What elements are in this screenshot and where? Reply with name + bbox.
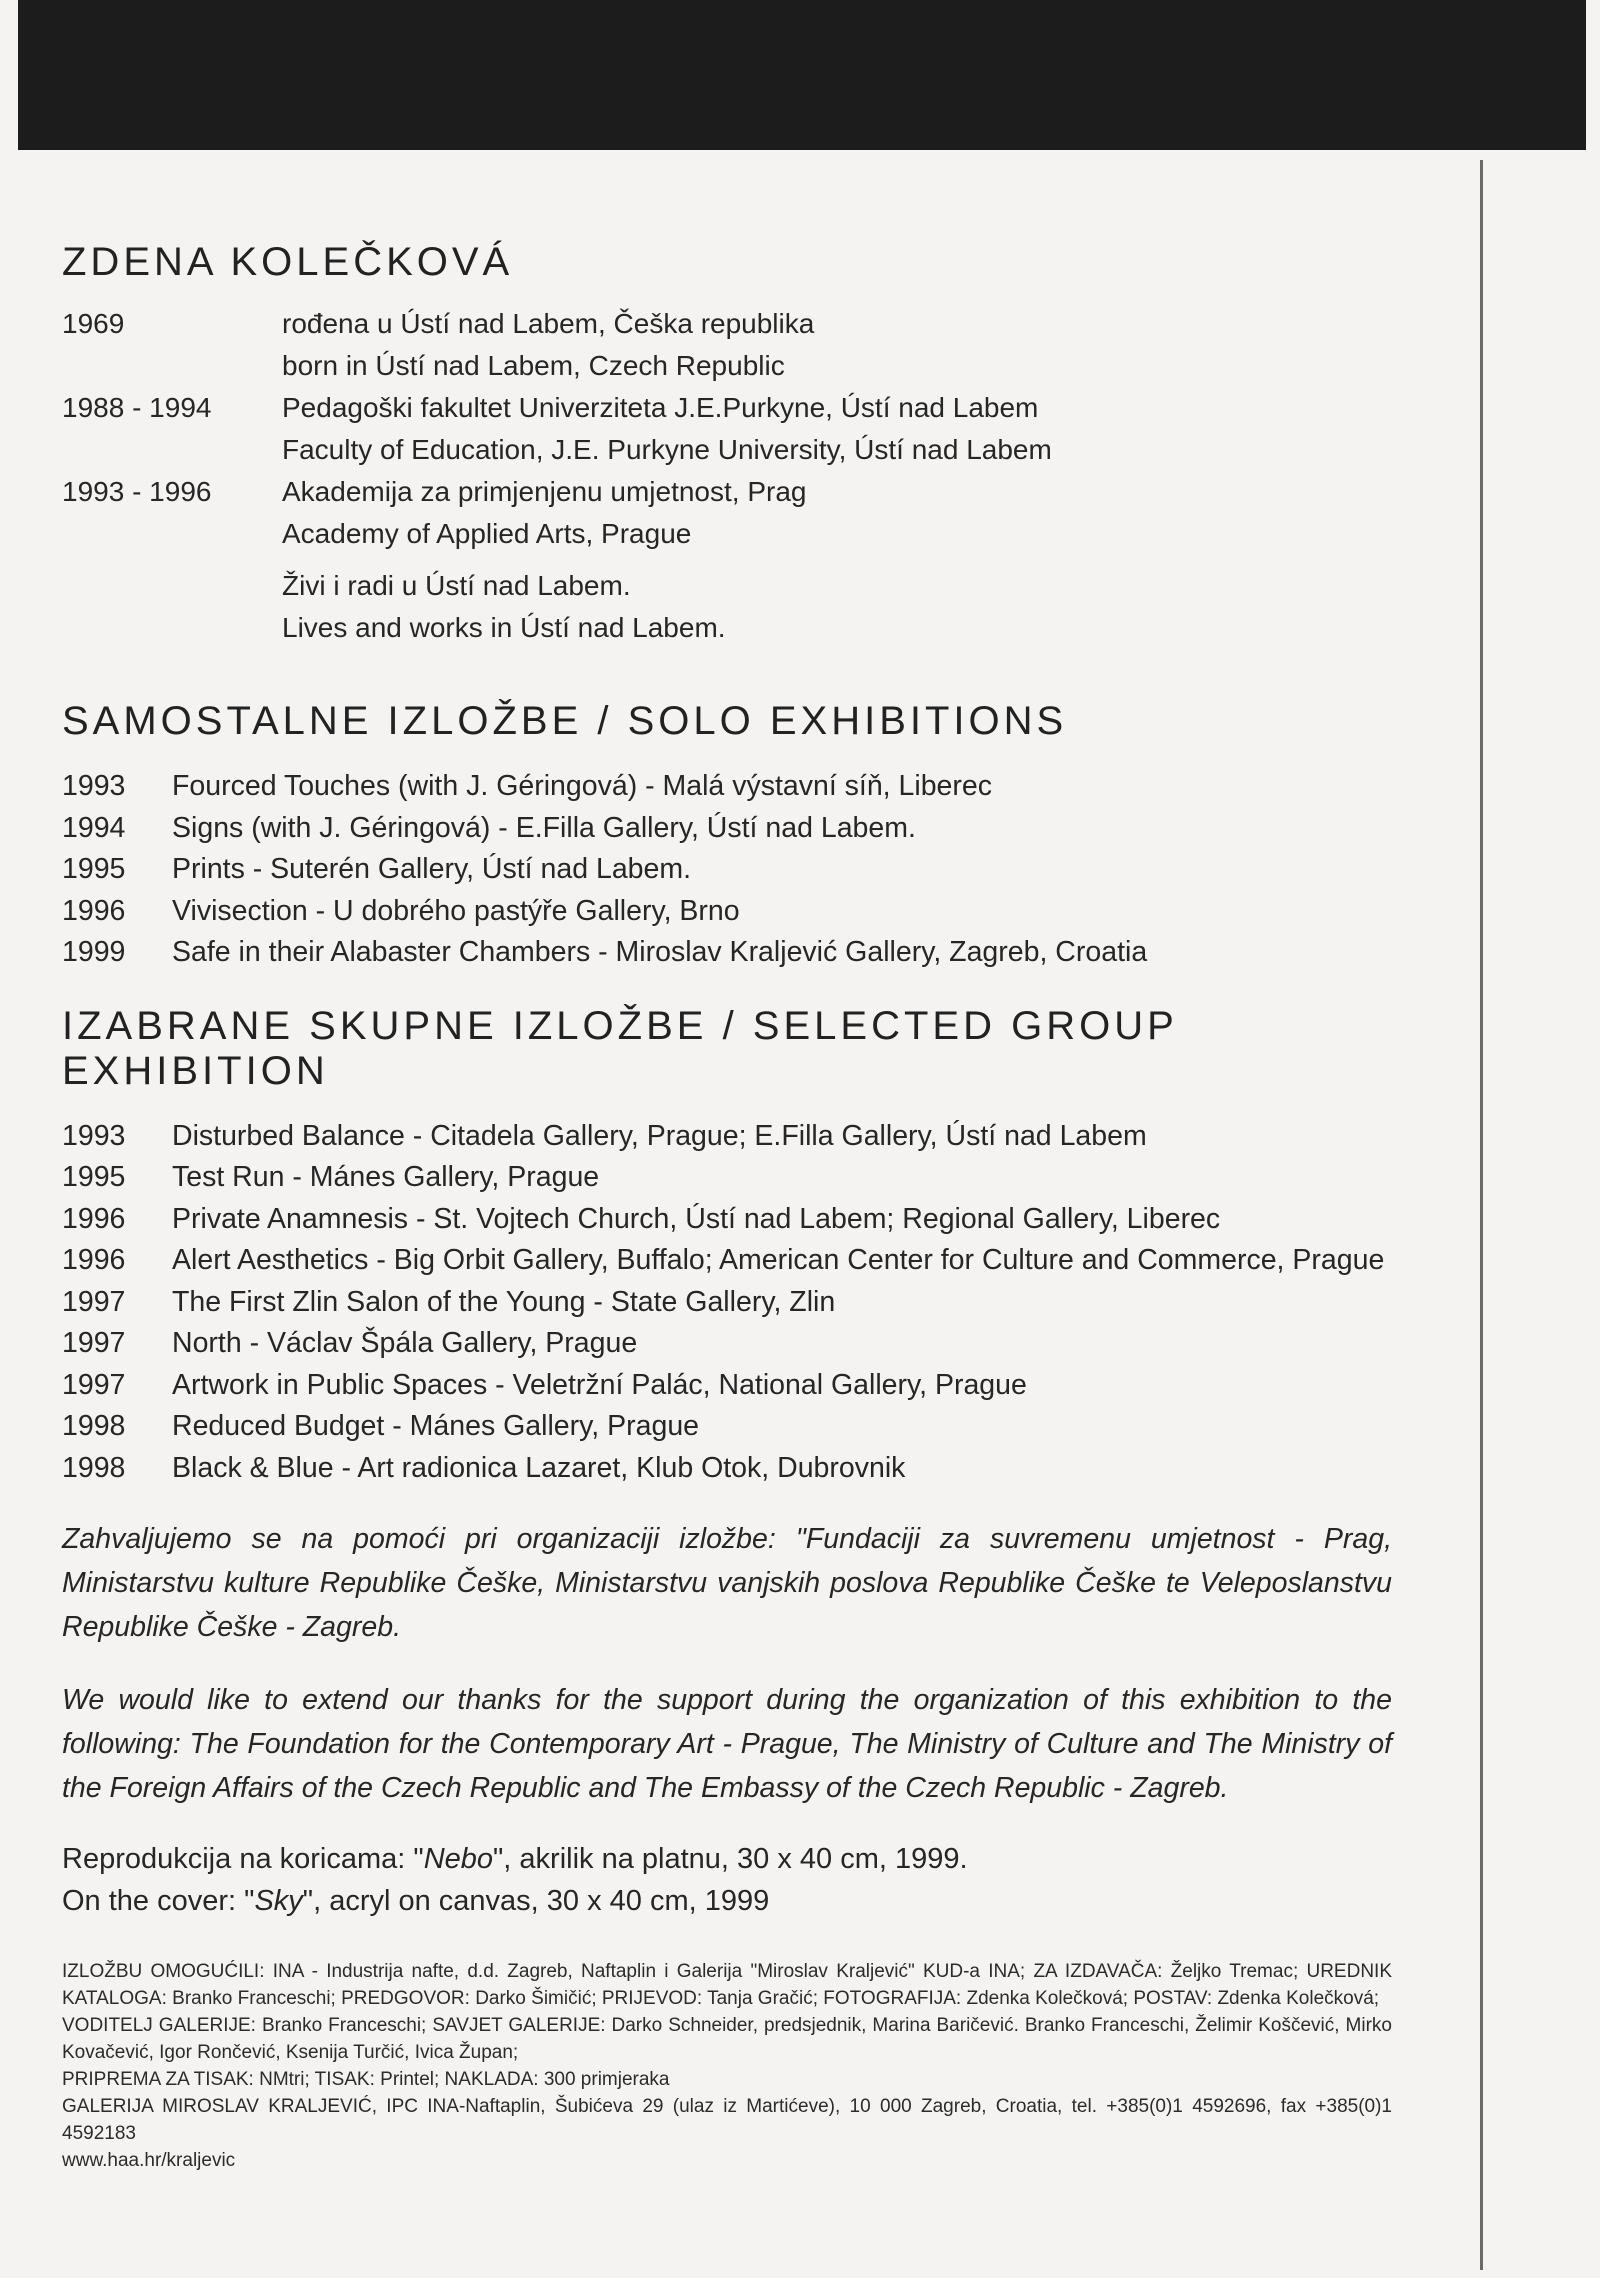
exhibition-text: Disturbed Balance - Citadela Gallery, Prague; E.Filla Gallery, Ústí nad Labem xyxy=(172,1119,1147,1152)
scan-header-bar xyxy=(18,0,1586,150)
exhibition-row xyxy=(62,1282,1392,1324)
exhibition-year: 1998 xyxy=(62,1410,126,1442)
exhibition-text: Prints - Suterén Gallery, Ústí nad Labem. xyxy=(172,853,692,885)
exhibition-year: 1998 xyxy=(62,1451,126,1484)
exhibition-text: Test Run - Mánes Gallery, Prague xyxy=(172,1161,600,1193)
bio-text xyxy=(282,303,814,387)
bio-year: 1988 - 1994 xyxy=(62,392,212,423)
exhibition-text: Black & Blue - Art radionica Lazaret, Klub Otok, Dubrovnik xyxy=(172,1451,906,1484)
acknowledgement-english: We would like to extend our thanks for the support during the organization of this exhibition to the following: The Foundation for the Contemporary Art - Prague, The Ministry of Culture and The Ministry of the Foreign Affairs of the Czech Republic and The Embassy of the Czech Republic - Zagreb. xyxy=(62,1683,1392,1804)
acknowledgement-croatian: Zahvaljujemo se na pomoći pri organizaciji izložbe: "Fundaciji za suvremenu umjetnost - Prag, Ministarstvu kulture Republike Češke, Ministarstvu vanjskih poslova Republike Češke te Veleposlanstvu Republike Češke - Zagreb. xyxy=(62,1523,1392,1643)
exhibition-row xyxy=(62,932,1392,974)
exhibition-text: Private Anamnesis - St. Vojtech Church, Ústí nad Labem; Regional Gallery, Liberec xyxy=(172,1202,1221,1235)
cover-credit xyxy=(62,1838,1392,1922)
lives-line: Lives and works in Ústí nad Labem. xyxy=(282,612,726,643)
group-exhibitions-title: IZABRANE SKUPNE IZLOŽBE / SELECTED GROUP EXHIBITION xyxy=(62,1003,1178,1093)
exhibition-row xyxy=(62,1323,1392,1365)
colophon-line: VODITELJ GALERIJE: Branko Franceschi; SAVJET GALERIJE: Darko Schneider, predsjednik, Marina Baričević. Branko Franceschi, Želimir Koščević, Mirko Kovačević, Igor Rončević, Ksenija Turčić, Ivica Župan; xyxy=(62,2015,1392,2063)
exhibition-year: 1996 xyxy=(62,1244,126,1276)
artist-name: ZDENA KOLEČKOVÁ xyxy=(62,240,514,284)
exhibition-row xyxy=(62,1365,1392,1407)
colophon-line: GALERIJA MIROSLAV KRALJEVIĆ, IPC INA-Naftaplin, Šubićeva 29 (ulaz iz Martićeve), 10 000 Zagreb, Croatia, tel. +385(0)1 4592696, fax +385(0)1 4592183 xyxy=(62,2096,1392,2144)
colophon xyxy=(62,1958,1392,2174)
exhibition-row xyxy=(62,849,1392,891)
bio-year: 1993 - 1996 xyxy=(62,476,212,507)
bio-entry xyxy=(62,303,1262,387)
exhibition-text: North - Václav Špála Gallery, Prague xyxy=(172,1327,638,1359)
bio-entry xyxy=(62,471,1262,555)
solo-exhibitions-title: SAMOSTALNE IZLOŽBE / SOLO EXHIBITIONS xyxy=(62,699,1068,743)
exhibition-text: Signs (with J. Géringová) - E.Filla Gallery, Ústí nad Labem. xyxy=(172,811,916,844)
exhibition-row xyxy=(62,1448,1392,1490)
lives-and-works xyxy=(62,565,1262,649)
exhibition-row xyxy=(62,766,1392,808)
colophon-line: PRIPREMA ZA TISAK: NMtri; TISAK: Printel; NAKLADA: 300 primjeraka xyxy=(62,2069,670,2090)
solo-exhibitions-list xyxy=(62,766,1392,974)
bio-line: born in Ústí nad Labem, Czech Republic xyxy=(282,350,785,381)
bio-line: Faculty of Education, J.E. Purkyne University, Ústí nad Labem xyxy=(282,434,1052,465)
exhibition-year: 1994 xyxy=(62,811,126,844)
bio-text xyxy=(282,471,806,555)
exhibition-row xyxy=(62,1240,1392,1282)
exhibition-row xyxy=(62,1116,1392,1158)
exhibition-year: 1995 xyxy=(62,1161,126,1193)
exhibition-row xyxy=(62,891,1392,933)
bio-entry xyxy=(62,387,1262,471)
lives-line: Živi i radi u Ústí nad Labem. xyxy=(282,570,631,601)
exhibition-text: Fourced Touches (with J. Géringová) - Malá výstavní síň, Liberec xyxy=(172,770,992,802)
exhibition-text: Artwork in Public Spaces - Veletržní Palác, National Gallery, Prague xyxy=(172,1368,1027,1401)
exhibition-row xyxy=(62,1157,1392,1199)
exhibition-row xyxy=(62,1406,1392,1448)
exhibition-year: 1993 xyxy=(62,1119,126,1152)
cover-title-english: Sky xyxy=(254,1885,303,1917)
exhibition-row xyxy=(62,1199,1392,1241)
exhibition-year: 1997 xyxy=(62,1285,126,1318)
bio-line: Pedagoški fakultet Univerziteta J.E.Purkyne, Ústí nad Labem xyxy=(282,392,1039,423)
exhibition-year: 1997 xyxy=(62,1327,126,1359)
exhibition-year: 1993 xyxy=(62,770,126,802)
exhibition-row xyxy=(62,808,1392,850)
exhibition-text: Reduced Budget - Mánes Gallery, Prague xyxy=(172,1410,700,1442)
bio-line: rođena u Ústí nad Labem, Češka republika xyxy=(282,308,815,339)
document-body xyxy=(62,240,1392,2174)
bio-text xyxy=(282,387,1052,471)
exhibition-year: 1996 xyxy=(62,894,126,927)
group-exhibitions-list xyxy=(62,1116,1392,1490)
exhibition-text: Safe in their Alabaster Chambers - Miroslav Kraljević Gallery, Zagreb, Croatia xyxy=(172,936,1148,968)
exhibition-text: Vivisection - U dobrého pastýře Gallery, Brno xyxy=(172,894,740,927)
colophon-line: IZLOŽBU OMOGUĆILI: INA - Industrija nafte, d.d. Zagreb, Naftaplin i Galerija "Miroslav Kraljević" KUD-a INA; ZA IZDAVAČA: Željko Tremac; UREDNIK KATALOGA: Branko Franceschi; PREDGOVOR: Darko Šimičić; PRIJEVOD: Tanja Gračić; FOTOGRAFIJA: Zdenka Kolečková; POSTAV: Zdenka Kolečková; xyxy=(62,1961,1392,2009)
cover-title-croatian: Nebo xyxy=(423,1843,494,1875)
bio-year: 1969 xyxy=(62,308,125,339)
exhibition-text: The First Zlin Salon of the Young - State Gallery, Zlin xyxy=(172,1285,836,1318)
exhibition-year: 1996 xyxy=(62,1202,126,1235)
bio-line: Akademija za primjenjenu umjetnost, Prag xyxy=(282,476,807,507)
exhibition-year: 1999 xyxy=(62,936,126,968)
biography xyxy=(62,303,1262,649)
cover-credit-english: On the cover: "Sky", acryl on canvas, 30 x 40 cm, 1999 xyxy=(62,1885,770,1917)
gallery-website: www.haa.hr/kraljevic xyxy=(62,2150,236,2171)
cover-credit-croatian: Reprodukcija na koricama: "Nebo", akrilik na platnu, 30 x 40 cm, 1999. xyxy=(62,1843,968,1875)
exhibition-year: 1995 xyxy=(62,853,126,885)
bio-line: Academy of Applied Arts, Prague xyxy=(282,518,692,549)
exhibition-year: 1997 xyxy=(62,1368,126,1401)
exhibition-text: Alert Aesthetics - Big Orbit Gallery, Buffalo; American Center for Culture and Commerce, Prague xyxy=(172,1244,1385,1276)
page-edge-shadow xyxy=(1480,160,1483,2270)
